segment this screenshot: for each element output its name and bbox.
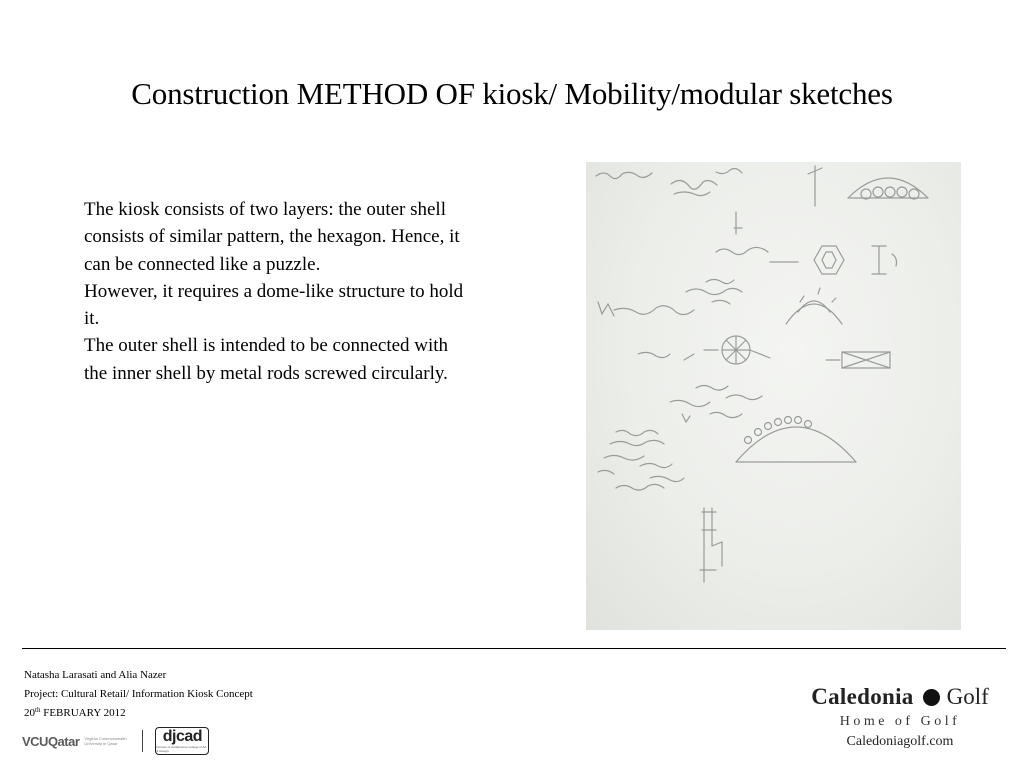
caledonia-name: Caledonia (811, 684, 914, 709)
djcad-subtitle: Duncan of Jordanstone College of Art & Design (156, 745, 207, 753)
project-line: Project: Cultural Retail/ Information Kiosk Concept (24, 688, 253, 700)
slide-title: Construction METHOD OF kiosk/ Mobility/modular sketches (131, 76, 893, 111)
vcu-qatar-logo: VCUQatar (22, 733, 80, 749)
institution-logos (22, 727, 209, 755)
sketch-photo (586, 162, 961, 630)
djcad-wordmark: djcad (162, 728, 203, 745)
caledonia-golf-logo (800, 684, 1000, 752)
vcu-qatar-subtitle: Virginia Commonwealth University in Qatar (84, 736, 127, 746)
body-text (84, 196, 474, 387)
caledonia-tagline: Home of Golf (839, 714, 961, 729)
logo-divider (142, 730, 143, 752)
footer-credits (24, 666, 253, 723)
caledonia-url[interactable]: Caledoniagolf.com (846, 734, 954, 749)
body-paragraph: The outer shell is intended to be connected with the inner shell by metal rods screwed circularly. (84, 335, 449, 384)
date-line (24, 704, 253, 723)
footer-divider (22, 648, 1006, 649)
body-paragraph: The kiosk consists of two layers: the outer shell consists of similar pattern, the hexagon. Hence, it can be connected like a puzzle. (84, 199, 460, 275)
date-rest: FEBRUARY 2012 (40, 707, 126, 719)
caledonia-suffix: Golf (946, 684, 989, 709)
caledonia-brand (800, 684, 1000, 710)
authors-line: Natasha Larasati and Alia Nazer (24, 669, 167, 681)
date-suffix: th (35, 706, 41, 714)
djcad-logo (155, 727, 209, 755)
date-day: 20 (24, 707, 35, 719)
body-paragraph: However, it requires a dome-like structure to hold it. (84, 280, 464, 330)
golf-ball-icon (923, 689, 940, 706)
